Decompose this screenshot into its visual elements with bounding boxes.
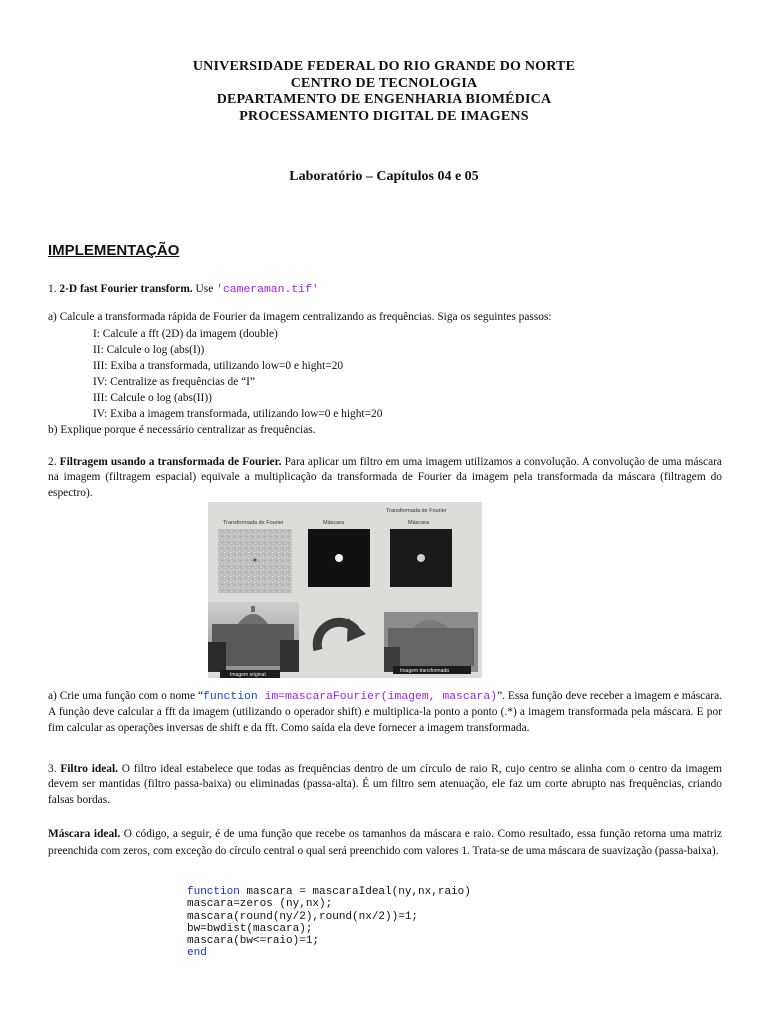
q3-text: O filtro ideal estabelece que todas as frequências dentro de um círculo de raio R, cujo centro se alinha com o centro da imagem devem ser mantidas (filtro passa-baixa) ou eliminadas (passa-alta). É um filtro sem atenuação, ele faz um corte abrupto nas frequências, criando falsas bordas. (48, 763, 722, 806)
header-department: DEPARTAMENTO DE ENGENHARIA BIOMÉDICA (216, 92, 552, 107)
figure-label-mascara-2: Máscara (408, 520, 430, 526)
header-university: UNIVERSIDADE FEDERAL DO RIO GRANDE DO NORTE (192, 59, 576, 74)
code-block (187, 886, 471, 960)
q1-step-5: III: Calcule o log (abs(II)) (93, 392, 212, 404)
figure-label-fourier: Transformada de Fourier (223, 520, 284, 526)
q1-item-a: a) Calcule a transformada rápida de Fourier da imagem centralizando as frequências. Siga os seguintes passos: (48, 311, 552, 323)
filtered-spectrum-circle (417, 554, 425, 562)
code-line-2: mascara=zeros (ny,nx); (187, 898, 333, 911)
code-keyword-end: end (187, 947, 207, 960)
q1-title: 2-D fast Fourier transform. (59, 283, 193, 295)
q2-paragraph (48, 455, 722, 501)
header-course: PROCESSAMENTO DIGITAL DE IMAGENS (239, 108, 529, 124)
q1-step-4: IV: Centralize as frequências de “I” (93, 376, 256, 388)
code-line-4: bw=bwdist(mascara); (187, 922, 313, 935)
q1-item-b: b) Explique porque é necessário centralizar as frequências. (48, 424, 316, 436)
code-line-3: mascara(round(ny/2),round(nx/2))=1; (187, 910, 419, 923)
q3-number: 3. (48, 763, 57, 775)
q2-title: Filtragem usando a transformada de Fourier. (59, 456, 282, 468)
fourier-filter-figure (208, 502, 482, 678)
header-center: CENTRO DE TECNOLOGIA (290, 75, 478, 91)
figure-label-original: Imagem original (230, 672, 266, 678)
code-keyword-function: function (187, 886, 240, 898)
figure-label-transformed: Imagem transformada (400, 668, 449, 674)
q1-heading (48, 282, 722, 298)
q1-file: 'cameraman.tif' (216, 284, 319, 296)
q2-item-a (48, 689, 722, 736)
spectrum-center-dot (254, 559, 257, 562)
mascara-title: Máscara ideal. (48, 828, 121, 840)
figure-label-top-right: Transformada de Fourier (386, 508, 447, 514)
q1-number: 1. (48, 283, 57, 295)
q2-a-rest: ”. Essa função deve receber a imagem e máscara. A função deve calcular a fft da imagem (utilizando o operador shift) e multiplica-la ponto a ponto (.*) a imagem transformada pela máscara. E por fim calcular as operações inversas de shift e da fft. Como saída ela deve fornecer a imagem transformada. (48, 690, 722, 734)
mascara-paragraph (48, 826, 722, 859)
q2-a-prefix: a) Crie uma função com o nome “ (48, 690, 204, 702)
q3-paragraph (48, 762, 722, 808)
code-line-1: function mascara = mascaraIdeal(ny,nx,raio) (187, 886, 471, 898)
lab-title: Laboratório – Capítulos 04 e 05 (289, 169, 479, 184)
q2-number: 2. (48, 456, 57, 468)
q1-use: Use (195, 283, 214, 295)
q1-step-6: IV: Exiba a imagem transformada, utilizando low=0 e hight=20 (93, 408, 383, 420)
q1-step-1: I: Calcule a fft (2D) da imagem (double) (93, 328, 278, 340)
q1-step-3: III: Exiba a transformada, utilizando low=0 e hight=20 (93, 360, 344, 372)
figure-svg (208, 502, 482, 678)
mascara-text: O código, a seguir, é de uma função que recebe os tamanhos da máscara e raio. Como resultado, essa função retorna uma matriz preenchida com zeros, com exceção do círculo central o qual será preenchido com valores 1. Trata-se de uma máscara de suavização (passa-baixa). (48, 828, 722, 857)
mask-circle (335, 554, 343, 562)
section-title: IMPLEMENTAÇÃO (48, 242, 180, 259)
code-line-5: mascara(bw<=raio)=1; (187, 935, 320, 948)
document-header (0, 59, 768, 125)
q2-a-signature: im=mascaraFourier(imagem, mascara) (257, 691, 498, 703)
q2-text: Para aplicar um filtro em uma imagem utilizamos a convolução. A convolução de uma máscara na imagem (filtragem espacial) equivale a multiplicação da transformada de Fourier da imagem pela transformada da máscara (filtragem do espectro). (48, 456, 722, 499)
q2-a-keyword: function (203, 691, 258, 703)
q1-step-2: II: Calcule o log (abs(I)) (93, 344, 205, 356)
q3-title: Filtro ideal. (60, 763, 118, 775)
figure-label-mascara: Máscara (323, 520, 345, 526)
